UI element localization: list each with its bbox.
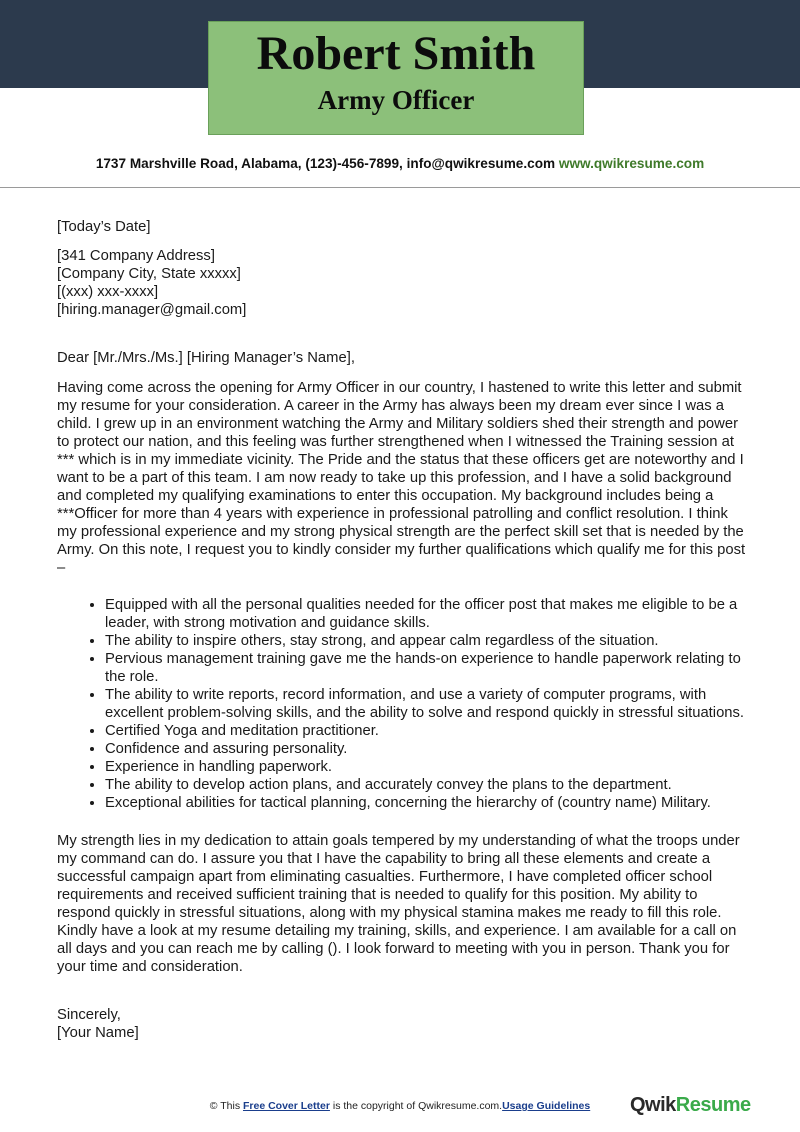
qualifications-list [57,596,747,812]
qwikresume-logo [630,1094,751,1117]
list-item: • Equipped with all the personal qualities needed for the officer post that makes me eligible to be a leader, with strong motivation and guidance skills. [105,596,747,632]
list-item: • Certified Yoga and meditation practitioner. [105,722,747,740]
letter-body [57,218,747,1042]
list-item: • Exceptional abilities for tactical planning, concerning the hierarchy of (country name) Military. [105,794,747,812]
footer-middle: is the copyright of Qwikresume.com. [329,1100,503,1112]
list-item: • The ability to develop action plans, and accurately convey the plans to the department. [105,776,747,794]
address-line: [hiring.manager@gmail.com] [57,302,247,318]
candidate-name: Robert Smith [256,27,536,80]
list-item: • Pervious management training gave me the hands-on experience to handle paperwork relating to the role. [105,650,747,686]
list-item: • Experience in handling paperwork. [105,758,747,776]
paragraph-closing: My strength lies in my dedication to attain goals tempered by my understanding of what the troops under my command can do. I assure you that I have the capability to bring all these elements and create a successful campaign apart from eliminating casualties. Furthermore, I have completed officer school requirements and received sufficient training that is needed to qualify for this position. My ability to respond quickly in stressful situations, along with my physical stamina makes me ready to fill this role. Kindly have a look at my resume detailing my training, skills, and experience. I am available for a call on all days and you can reach me by calling (). I look forward to meeting with you in person. Thank you for your time and consideration. [57,833,740,975]
recipient-address [57,247,747,319]
usage-guidelines-link[interactable]: Usage Guidelines [502,1100,591,1112]
list-item: • The ability to inspire others, stay strong, and appear calm regardless of the situation. [105,632,747,650]
free-cover-letter-link[interactable]: Free Cover Letter [242,1100,330,1112]
paragraph-intro: Having come across the opening for Army Officer in our country, I hastened to write this letter and submit my resume for your consideration. A career in the Army has always been my dream ever since I was a child. I grew up in an environment watching the Army and Military soldiers shed their strength and power to protect our nation, and this feeling was further strengthened when I witnessed the Training session at *** which is in my immediate vicinity. The Pride and the status that these officers get are noteworthy and I want to be a part of this team. I am now ready to take up this profession, and I have a solid background and completed my qualifying examinations to enter this occupation. My background includes being a ***Officer for more than 4 years with experience in professional patrolling and conflict resolution. I think my professional experience and my strong physical strength are the perfect skill set that is needed by the Army. On this note, I request you to kindly consider my further qualifications which qualify me for this post – [57,380,746,576]
address-line: [(xxx) xxx-xxxx] [57,284,159,300]
logo-part-qwik: Qwik [630,1094,676,1116]
signature: [Your Name] [57,1025,139,1041]
logo-part-resume: Resume [675,1094,751,1116]
footer-prefix: © This [209,1100,243,1112]
list-item: • The ability to write reports, record information, and use a variety of computer programs, with excellent problem-solving skills, and the ability to solve and respond quickly in stressful situations. [105,686,747,722]
job-title: Army Officer [317,85,475,115]
contact-line [0,156,800,171]
closing: Sincerely, [57,1007,121,1023]
divider [0,187,800,188]
contact-details: 1737 Marshville Road, Alabama, (123)-456-7899, info@qwikresume.com [95,156,556,171]
letter-date: [Today’s Date] [57,219,151,235]
address-line: [341 Company Address] [57,248,215,264]
list-item: • Confidence and assuring personality. [105,740,747,758]
address-line: [Company City, State xxxxx] [57,266,241,282]
website-link[interactable]: www.qwikresume.com [558,156,705,171]
salutation: Dear [Mr./Mrs./Ms.] [Hiring Manager’s Name], [57,350,355,366]
name-banner [208,21,584,135]
